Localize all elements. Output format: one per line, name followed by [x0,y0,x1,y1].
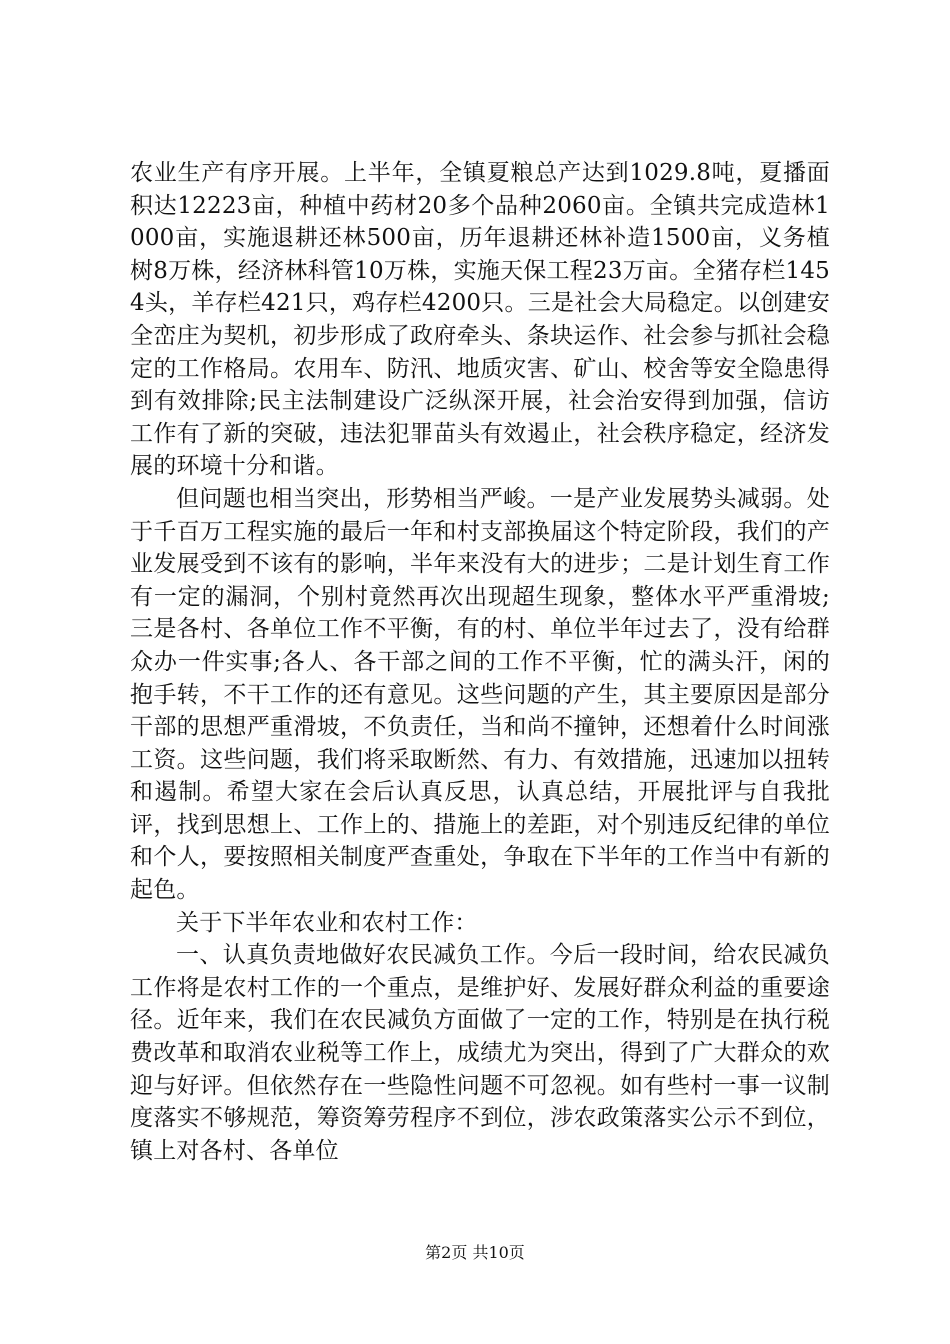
page-number-footer: 第2页 共10页 [425,1243,525,1262]
paragraph-2: 但问题也相当突出，形势相当严峻。一是产业发展势头减弱。处于千百万工程实施的最后一年和村支部换届这个特定阶段，我们的产业发展受到不该有的影响，半年来没有大的进步；二是计划生育工作有一定的漏洞，个别村竟然再次出现超生现象，整体水平严重滑坡;三是各村、各单位工作不平衡，有的村、单位半年过去了，没有给群众办一件实事;各人、各干部之间的工作不平衡，忙的满头汗，闲的抱手转，不干工作的还有意见。这些问题的产生，其主要原因是部分干部的思想严重滑坡，不负责任，当和尚不撞钟，还想着什么时间涨工资。这些问题，我们将采取断然、有力、有效措施，迅速加以扭转和遏制。希望大家在会后认真反思，认真总结，开展批评与自我批评，找到思想上、工作上的、措施上的差距，对个别违反纪律的单位和个人，要按照相关制度严查重处，争取在下半年的工作当中有新的起色。 [130,485,830,904]
body-text [130,157,830,1167]
paragraph-3: 关于下半年农业和农村工作： [176,909,478,936]
paragraph-4: 一、认真负责地做好农民减负工作。今后一段时间，给农民减负工作将是农村工作的一个重点，是维护好、发展好群众利益的重要途径。近年来，我们在农民减负方面做了一定的工作，特别是在执行税费改革和取消农业税等工作上，成绩尤为突出，得到了广大群众的欢迎与好评。但依然存在一些隐性问题不可忽视。如有些村一事一议制度落实不够规范，筹资筹劳程序不到位，涉农政策落实公示不到位，镇上对各村、各单位 [130,942,830,1164]
paragraph-1: 农业生产有序开展。上半年，全镇夏粮总产达到1029.8吨，夏播面积达12223亩，种植中药材20多个品种2060亩。全镇共完成造林1000亩，实施退耕还林500亩，历年退耕还林补造1500亩，义务植树8万株，经济林科管10万株，实施天保工程23万亩。全猪存栏1454头，羊存栏421只，鸡存栏4200只。三是社会大局稳定。以创建安全峦庄为契机，初步形成了政府牵头、条块运作、社会参与抓社会稳定的工作格局。农用车、防汛、地质灾害、矿山、校舍等安全隐患得到有效排除;民主法制建设广泛纵深开展，社会治安得到加强，信访工作有了新的突破，违法犯罪苗头有效遏止，社会秩序稳定，经济发展的环境十分和谐。 [130,160,830,480]
